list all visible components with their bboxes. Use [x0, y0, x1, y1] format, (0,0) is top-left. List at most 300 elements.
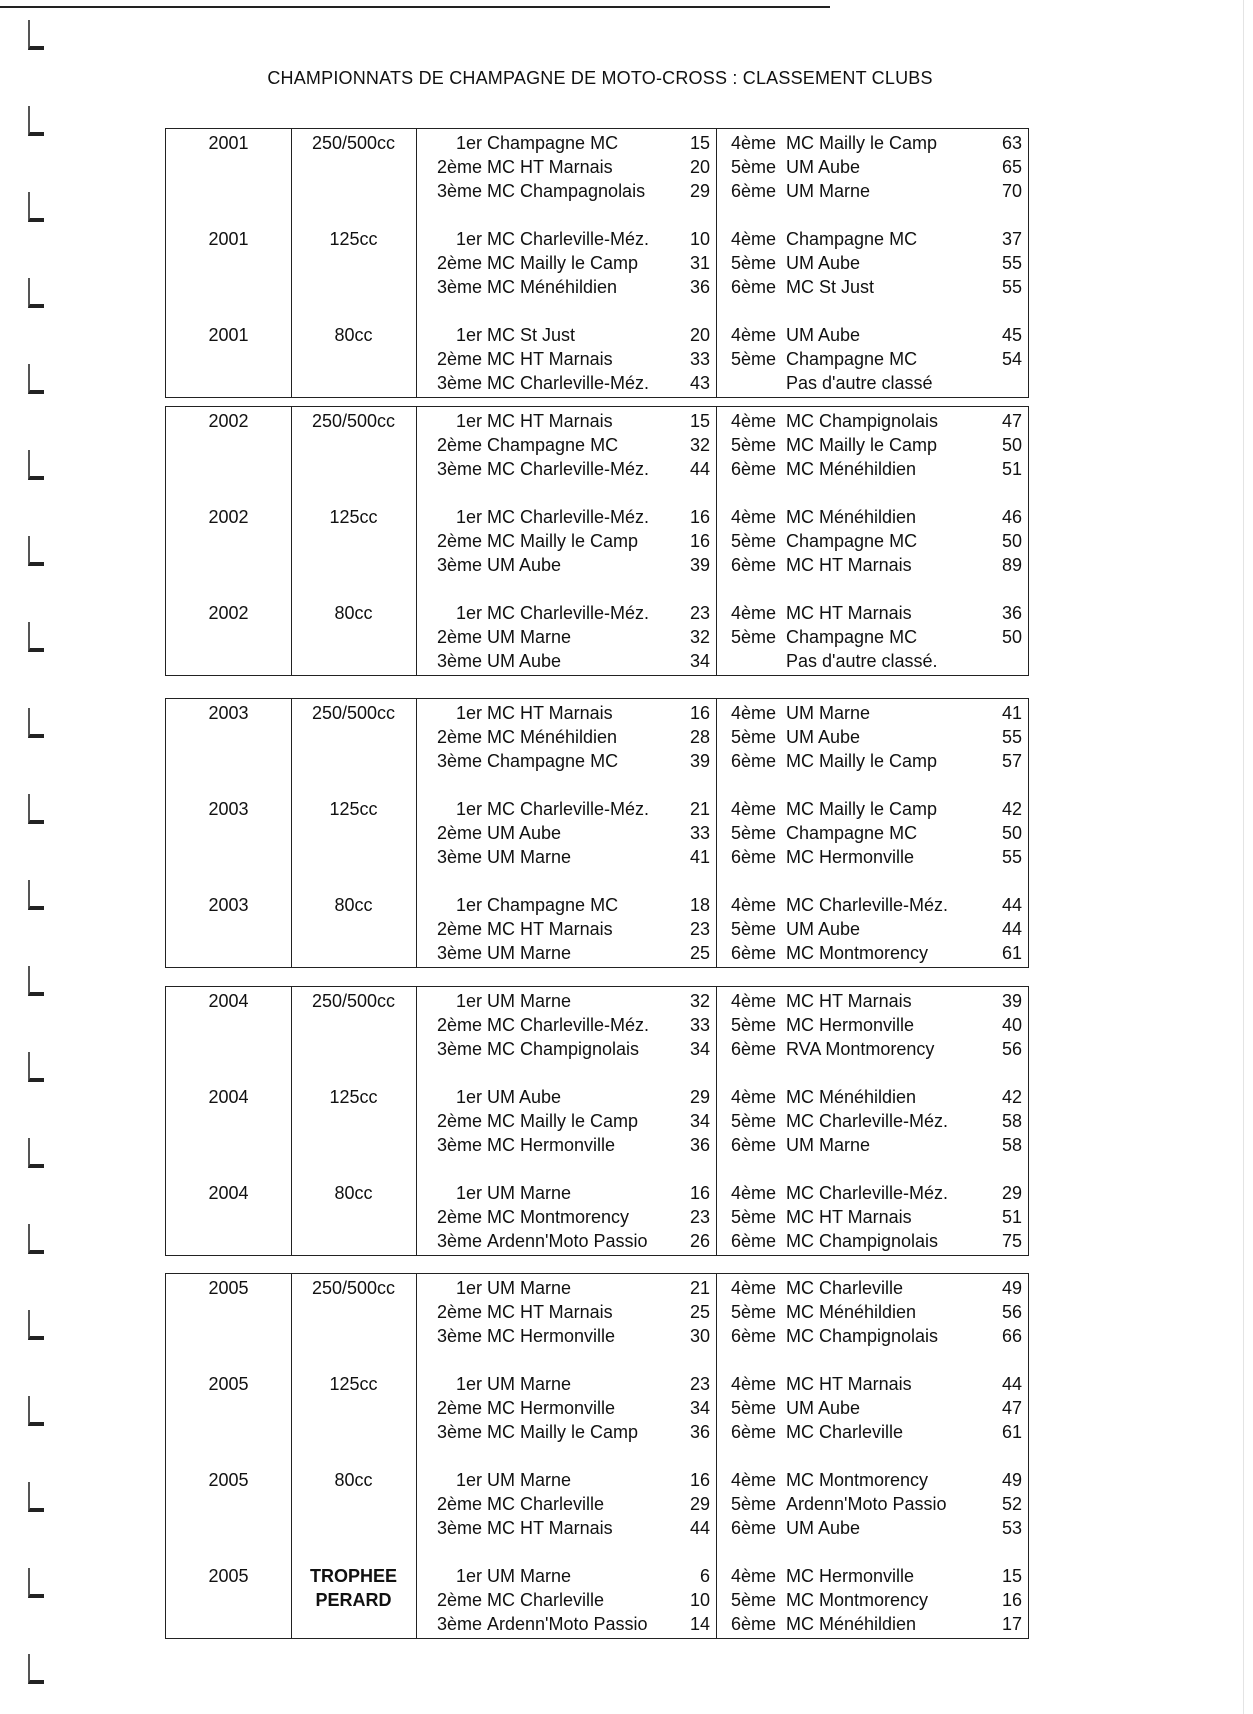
points-value: 36 [1001, 603, 1022, 623]
category-cell: PERARD [315, 1590, 392, 1610]
placing-label: 4ème [730, 991, 776, 1011]
club-name: MC Mailly le Camp [786, 435, 938, 455]
points-value: 75 [1001, 1231, 1022, 1251]
binding-ring [28, 450, 44, 480]
club-name: Champagne MC [487, 751, 619, 771]
club-name: MC Montmorency [487, 1207, 630, 1227]
points-value: 50 [1001, 823, 1022, 843]
placing-label: 1er [455, 1183, 482, 1203]
club-name: MC Champagnolais [487, 181, 646, 201]
placing-label: 1er [455, 603, 482, 623]
club-name: UM Aube [786, 919, 861, 939]
placing-label: 1er [455, 895, 482, 915]
placing-label: 3ème [436, 751, 482, 771]
club-name: Champagne MC [786, 229, 918, 249]
year-cell: 2002 [208, 411, 249, 431]
club-name: MC Charleville-Méz. [786, 1183, 949, 1203]
binding-ring [28, 966, 44, 996]
points-value: 89 [1001, 555, 1022, 575]
club-name: MC Charleville-Méz. [487, 507, 650, 527]
club-name: MC Montmorency [786, 1590, 929, 1610]
points-value: 39 [1001, 991, 1022, 1011]
points-value: 16 [689, 1183, 710, 1203]
points-value: 55 [1001, 253, 1022, 273]
year-cell: 2001 [208, 229, 249, 249]
club-name: MC Charleville [487, 1590, 605, 1610]
placing-label: 5ème [730, 1302, 776, 1322]
club-name: MC St Just [786, 277, 875, 297]
club-name: MC Mailly le Camp [487, 1111, 639, 1131]
club-name: UM Aube [487, 823, 562, 843]
points-value: 36 [689, 1422, 710, 1442]
club-name: UM Marne [786, 703, 871, 723]
placing-label: 1er [455, 1566, 482, 1586]
placing-label: 1er [455, 991, 482, 1011]
placing-label: 2ème [436, 157, 482, 177]
placing-label: 2ème [436, 1590, 482, 1610]
points-value: 14 [689, 1614, 710, 1634]
club-name: MC HT Marnais [786, 1374, 912, 1394]
points-value: 6 [699, 1566, 710, 1586]
club-name: UM Marne [487, 1374, 572, 1394]
club-name: MC Charleville-Méz. [487, 229, 650, 249]
club-name: MC Charleville-Méz. [487, 459, 650, 479]
category-cell: 80cc [334, 1183, 373, 1203]
club-name: UM Marne [487, 627, 572, 647]
year-cell: 2003 [208, 895, 249, 915]
placing-label: 4ème [730, 1278, 776, 1298]
club-name: MC Charleville-Méz. [786, 1111, 949, 1131]
placing-label: 6ème [730, 1135, 776, 1155]
club-name: MC HT Marnais [487, 349, 613, 369]
year-cell: 2002 [208, 507, 249, 527]
category-cell: 80cc [334, 1470, 373, 1490]
placing-label: 1er [455, 229, 482, 249]
placing-label: 2ème [436, 1015, 482, 1035]
club-name: MC Ménéhildien [786, 1087, 917, 1107]
placing-label: 2ème [436, 349, 482, 369]
points-value: 66 [1001, 1326, 1022, 1346]
points-value: 49 [1001, 1278, 1022, 1298]
placing-label: 4ème [730, 1566, 776, 1586]
club-name: UM Marne [487, 1183, 572, 1203]
points-value: 34 [689, 1398, 710, 1418]
points-value: 31 [689, 253, 710, 273]
club-name: MC Champignolais [786, 1326, 939, 1346]
binding-ring [28, 278, 44, 308]
points-value: 57 [1001, 751, 1022, 771]
points-value: 25 [689, 943, 710, 963]
points-value: 16 [689, 703, 710, 723]
points-value: 50 [1001, 627, 1022, 647]
points-value: 47 [1001, 411, 1022, 431]
placing-label: 2ème [436, 727, 482, 747]
club-name: MC Ménéhildien [786, 459, 917, 479]
club-name: MC HT Marnais [786, 555, 912, 575]
placing-label: 2ème [436, 531, 482, 551]
year-cell: 2003 [208, 799, 249, 819]
club-name: MC Hermonville [786, 1566, 915, 1586]
club-name: Champagne MC [786, 349, 918, 369]
club-name: Champagne MC [786, 627, 918, 647]
year-cell: 2004 [208, 991, 249, 1011]
placing-label: 3ème [436, 181, 482, 201]
points-value: 32 [689, 991, 710, 1011]
placing-label: 5ème [730, 627, 776, 647]
category-cell: 80cc [334, 603, 373, 623]
points-value: 40 [1001, 1015, 1022, 1035]
club-name: MC HT Marnais [487, 703, 613, 723]
points-value: 16 [689, 1470, 710, 1490]
placing-label: 4ème [730, 1374, 776, 1394]
year-cell: 2004 [208, 1183, 249, 1203]
placing-label: 1er [455, 507, 482, 527]
points-value: 43 [689, 373, 710, 393]
club-name: UM Aube [786, 325, 861, 345]
club-name: MC Champignolais [487, 1039, 640, 1059]
placing-label: 6ème [730, 555, 776, 575]
points-value: 41 [689, 847, 710, 867]
club-name: MC Charleville [786, 1422, 904, 1442]
placing-label: 4ème [730, 229, 776, 249]
club-name: UM Marne [487, 991, 572, 1011]
club-name: UM Marne [487, 1470, 572, 1490]
year-cell: 2005 [208, 1470, 249, 1490]
points-value: 32 [689, 627, 710, 647]
placing-label: 3ème [436, 373, 482, 393]
points-value: 56 [1001, 1039, 1022, 1059]
season-table-2002 [165, 406, 1029, 676]
club-name: MC HT Marnais [786, 1207, 912, 1227]
placing-label: 3ème [436, 847, 482, 867]
club-name: Champagne MC [487, 435, 619, 455]
club-name: UM Aube [487, 1087, 562, 1107]
club-name: UM Aube [786, 1398, 861, 1418]
year-cell: 2005 [208, 1566, 249, 1586]
category-cell: 250/500cc [311, 991, 396, 1011]
season-table-2003 [165, 698, 1029, 968]
placing-label: 3ème [436, 1039, 482, 1059]
club-name: UM Marne [487, 847, 572, 867]
points-value: 26 [689, 1231, 710, 1251]
placing-label: 6ème [730, 1326, 776, 1346]
placing-label: 2ème [436, 823, 482, 843]
points-value: 10 [689, 1590, 710, 1610]
category-cell: 125cc [329, 507, 378, 527]
points-value: 55 [1001, 727, 1022, 747]
category-cell: 250/500cc [311, 703, 396, 723]
points-value: 65 [1001, 157, 1022, 177]
year-cell: 2003 [208, 703, 249, 723]
year-cell: 2001 [208, 133, 249, 153]
points-value: 28 [689, 727, 710, 747]
points-value: 15 [689, 411, 710, 431]
placing-label: 3ème [436, 1326, 482, 1346]
placing-label: 5ème [730, 727, 776, 747]
points-value: 15 [1001, 1566, 1022, 1586]
placing-label: 4ème [730, 799, 776, 819]
column-divider [291, 699, 292, 967]
club-name: MC Mailly le Camp [487, 531, 639, 551]
page-title: CHAMPIONNATS DE CHAMPAGNE DE MOTO-CROSS : CLASSEMENT CLUBS [267, 68, 933, 88]
club-name: MC Hermonville [487, 1398, 616, 1418]
points-value: 20 [689, 325, 710, 345]
points-value: 29 [689, 1087, 710, 1107]
category-cell: 250/500cc [311, 411, 396, 431]
points-value: 17 [1001, 1614, 1022, 1634]
placing-label: 2ème [436, 919, 482, 939]
points-value: 44 [689, 459, 710, 479]
placing-label: 4ème [730, 1183, 776, 1203]
placing-label: 5ème [730, 349, 776, 369]
column-divider [291, 407, 292, 675]
placing-label: 6ème [730, 181, 776, 201]
season-table-2005 [165, 1273, 1029, 1639]
placing-label: 4ème [730, 603, 776, 623]
placing-label: 2ème [436, 1302, 482, 1322]
year-cell: 2005 [208, 1278, 249, 1298]
points-value: 56 [1001, 1302, 1022, 1322]
points-value: 21 [689, 799, 710, 819]
points-value: 50 [1001, 435, 1022, 455]
club-name: UM Aube [487, 555, 562, 575]
binding-ring [28, 364, 44, 394]
column-divider [291, 987, 292, 1255]
club-name: Champagne MC [487, 133, 619, 153]
binding-ring [28, 106, 44, 136]
points-value: 45 [1001, 325, 1022, 345]
placing-label: 6ème [730, 277, 776, 297]
points-value: 58 [1001, 1135, 1022, 1155]
placing-label: 6ème [730, 847, 776, 867]
placing-label: 1er [455, 703, 482, 723]
club-name: MC HT Marnais [487, 1518, 613, 1538]
points-value: 44 [1001, 1374, 1022, 1394]
club-name: MC Charleville-Méz. [487, 603, 650, 623]
points-value: 46 [1001, 507, 1022, 527]
placing-label: 4ème [730, 1087, 776, 1107]
club-name: UM Aube [487, 651, 562, 671]
placing-label: 5ème [730, 1590, 776, 1610]
binding-ring [28, 1482, 44, 1512]
binding-ring [28, 1568, 44, 1598]
points-value: 47 [1001, 1398, 1022, 1418]
club-name: MC HT Marnais [487, 157, 613, 177]
club-name: RVA Montmorency [786, 1039, 935, 1059]
club-name: Pas d'autre classé. [786, 651, 938, 671]
points-value: 32 [689, 435, 710, 455]
binding-ring [28, 1396, 44, 1426]
points-value: 61 [1001, 1422, 1022, 1442]
points-value: 36 [689, 1135, 710, 1155]
points-value: 52 [1001, 1494, 1022, 1514]
points-value: 44 [689, 1518, 710, 1538]
category-cell: 80cc [334, 325, 373, 345]
club-name: MC Hermonville [786, 1015, 915, 1035]
placing-label: 4ème [730, 507, 776, 527]
points-value: 18 [689, 895, 710, 915]
placing-label: 4ème [730, 133, 776, 153]
category-cell: 250/500cc [311, 133, 396, 153]
club-name: MC St Just [487, 325, 576, 345]
binding-ring [28, 192, 44, 222]
binding-ring [28, 708, 44, 738]
placing-label: 4ème [730, 411, 776, 431]
points-value: 50 [1001, 531, 1022, 551]
club-name: MC Hermonville [487, 1135, 616, 1155]
binding-ring [28, 536, 44, 566]
points-value: 25 [689, 1302, 710, 1322]
club-name: MC HT Marnais [786, 991, 912, 1011]
spiral-binding [28, 20, 48, 1700]
club-name: MC Charleville-Méz. [487, 1015, 650, 1035]
club-name: MC Champignolais [786, 1231, 939, 1251]
club-name: MC Champignolais [786, 411, 939, 431]
binding-ring [28, 1654, 44, 1684]
placing-label: 5ème [730, 823, 776, 843]
placing-label: 6ème [730, 1039, 776, 1059]
placing-label: 6ème [730, 943, 776, 963]
club-name: MC Ménéhildien [786, 507, 917, 527]
placing-label: 2ème [436, 435, 482, 455]
club-name: UM Marne [786, 181, 871, 201]
placing-label: 3ème [436, 1231, 482, 1251]
placing-label: 4ème [730, 703, 776, 723]
placing-label: 1er [455, 1087, 482, 1107]
points-value: 70 [1001, 181, 1022, 201]
club-name: Pas d'autre classé [786, 373, 933, 393]
club-name: Champagne MC [487, 895, 619, 915]
placing-label: 6ème [730, 459, 776, 479]
placing-label: 5ème [730, 435, 776, 455]
club-name: MC Charleville [786, 1278, 904, 1298]
binding-ring [28, 1310, 44, 1340]
placing-label: 2ème [436, 627, 482, 647]
placing-label: 5ème [730, 1207, 776, 1227]
binding-ring [28, 622, 44, 652]
points-value: 23 [689, 1374, 710, 1394]
club-name: MC Mailly le Camp [786, 799, 938, 819]
points-value: 44 [1001, 895, 1022, 915]
club-name: Ardenn'Moto Passio [487, 1231, 648, 1251]
placing-label: 3ème [436, 277, 482, 297]
club-name: UM Aube [786, 157, 861, 177]
points-value: 29 [689, 1494, 710, 1514]
club-name: UM Aube [786, 727, 861, 747]
club-name: UM Marne [786, 1135, 871, 1155]
club-name: MC Montmorency [786, 1470, 929, 1490]
top-rule [0, 6, 830, 8]
club-name: MC Montmorency [786, 943, 929, 963]
binding-ring [28, 880, 44, 910]
placing-label: 5ème [730, 1494, 776, 1514]
club-name: MC HT Marnais [487, 1302, 613, 1322]
points-value: 55 [1001, 277, 1022, 297]
club-name: MC Ménéhildien [786, 1614, 917, 1634]
points-value: 33 [689, 823, 710, 843]
placing-label: 5ème [730, 919, 776, 939]
placing-label: 1er [455, 1278, 482, 1298]
year-cell: 2005 [208, 1374, 249, 1394]
placing-label: 3ème [436, 459, 482, 479]
points-value: 34 [689, 1111, 710, 1131]
binding-ring [28, 20, 44, 50]
points-value: 10 [689, 229, 710, 249]
club-name: Champagne MC [786, 823, 918, 843]
year-cell: 2002 [208, 603, 249, 623]
points-value: 30 [689, 1326, 710, 1346]
placing-label: 1er [455, 411, 482, 431]
points-value: 33 [689, 349, 710, 369]
placing-label: 4ème [730, 325, 776, 345]
placing-label: 3ème [436, 1518, 482, 1538]
placing-label: 6ème [730, 1231, 776, 1251]
points-value: 51 [1001, 1207, 1022, 1227]
club-name: MC Ménéhildien [487, 727, 618, 747]
placing-label: 6ème [730, 1422, 776, 1442]
points-value: 34 [689, 651, 710, 671]
category-cell: 125cc [329, 1374, 378, 1394]
points-value: 42 [1001, 799, 1022, 819]
placing-label: 5ème [730, 1398, 776, 1418]
placing-label: 5ème [730, 531, 776, 551]
points-value: 49 [1001, 1470, 1022, 1490]
points-value: 23 [689, 603, 710, 623]
club-name: UM Aube [786, 1518, 861, 1538]
placing-label: 1er [455, 1374, 482, 1394]
points-value: 29 [1001, 1183, 1022, 1203]
club-name: UM Marne [487, 1566, 572, 1586]
club-name: MC Charleville-Méz. [487, 373, 650, 393]
club-name: MC Mailly le Camp [786, 751, 938, 771]
placing-label: 3ème [436, 651, 482, 671]
year-cell: 2004 [208, 1087, 249, 1107]
season-table-2001 [165, 128, 1029, 398]
club-name: MC Charleville [487, 1494, 605, 1514]
placing-label: 2ème [436, 1398, 482, 1418]
club-name: MC HT Marnais [487, 919, 613, 939]
club-name: MC Ménéhildien [786, 1302, 917, 1322]
points-value: 23 [689, 1207, 710, 1227]
points-value: 63 [1001, 133, 1022, 153]
category-cell: 125cc [329, 229, 378, 249]
category-cell: 80cc [334, 895, 373, 915]
club-name: MC Ménéhildien [487, 277, 618, 297]
placing-label: 1er [455, 133, 482, 153]
club-name: MC Charleville-Méz. [487, 799, 650, 819]
binding-ring [28, 794, 44, 824]
placing-label: 5ème [730, 253, 776, 273]
placing-label: 1er [455, 799, 482, 819]
points-value: 33 [689, 1015, 710, 1035]
placing-label: 6ème [730, 1614, 776, 1634]
placing-label: 3ème [436, 943, 482, 963]
placing-label: 2ème [436, 1111, 482, 1131]
placing-label: 3ème [436, 555, 482, 575]
points-value: 54 [1001, 349, 1022, 369]
binding-ring [28, 1138, 44, 1168]
points-value: 23 [689, 919, 710, 939]
points-value: 39 [689, 751, 710, 771]
points-value: 42 [1001, 1087, 1022, 1107]
club-name: MC HT Marnais [786, 603, 912, 623]
club-name: UM Marne [487, 943, 572, 963]
year-cell: 2001 [208, 325, 249, 345]
placing-label: 4ème [730, 895, 776, 915]
placing-label: 5ème [730, 157, 776, 177]
placing-label: 6ème [730, 1518, 776, 1538]
points-value: 55 [1001, 847, 1022, 867]
